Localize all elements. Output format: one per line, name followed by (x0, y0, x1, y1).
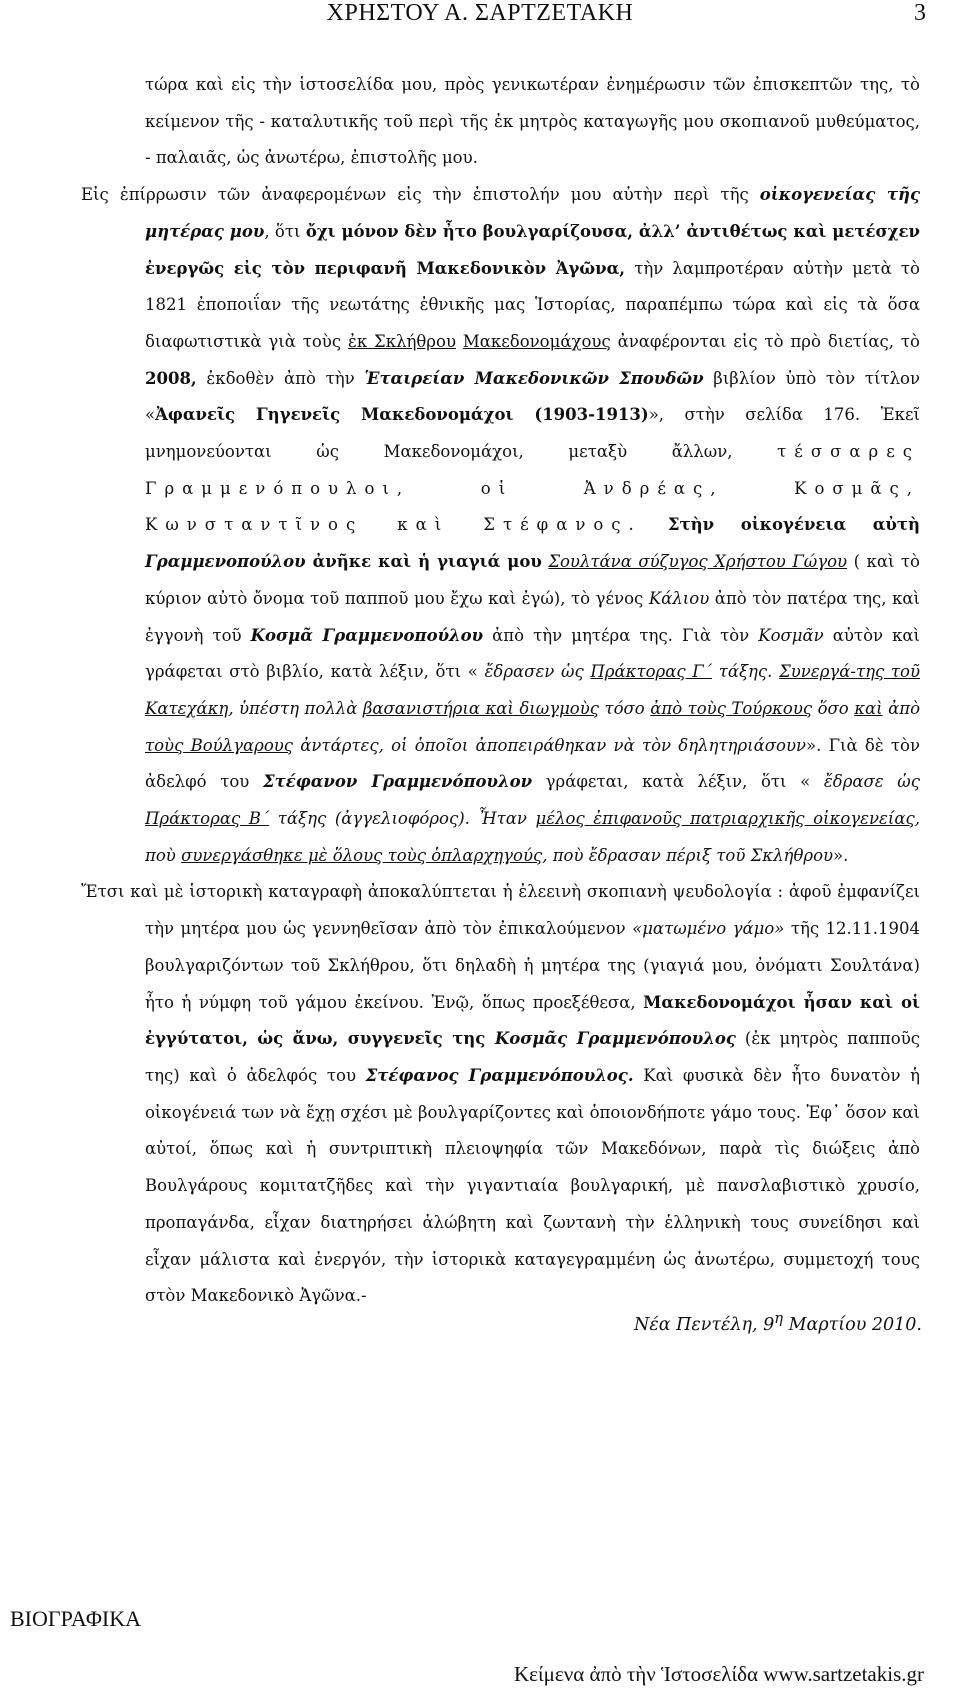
underline-katechakis: Συνεργά-της τοῦ Κατεχάκη (145, 662, 921, 718)
text-run: τῆς 12.11.1904 βουλγαριζόντων τοῦ Σκλήθρου, ὅτι δηλαδὴ ἡ μητέρα της (γιαγιά μου, ὀνόματι Σουλτάνα) ἦτο ἡ νύμφη τοῦ γάμου ἐκείνου. Ἐνῷ, ὅπως προεξέθεσα, (145, 919, 920, 1012)
quote-text: τάξης (ἀγγελιοφόρος). Ἦταν (269, 809, 536, 829)
underline-sklithro: ἐκ Σκλήθρου (347, 331, 456, 351)
emphasis-grandmother: ἀνῆκε καὶ ἡ γιαγιά μου (305, 552, 542, 572)
page-number: 3 (914, 0, 926, 26)
emphasis-kosmas: Κοσμᾶ Γραμμενοπούλου (250, 625, 484, 645)
text-run: βιβλίον ὑπὸ τὸν τίτλον « (145, 368, 920, 425)
text-run: ». Γιὰ δὲ τὸν ἀδελφό του (145, 735, 920, 792)
quote-text: ὅσο (812, 698, 855, 718)
emphasis-relatives: Μακεδονομάχοι ἦσαν καὶ οἱ ἐγγύτατοι, ὡς ἄνω, συγγενεῖς της (145, 992, 920, 1049)
footer-source: Κείμενα ἀπὸ τὴν Ἱστοσελίδα www.sartzetakis.gr (514, 1662, 924, 1686)
text-run: ἀπὸ τὸν πατέρα της, καὶ ἐγγονὴ τοῦ (145, 588, 920, 645)
emphasis-kosmas: Κοσμᾶς Γραμμενόπουλος (494, 1029, 736, 1049)
text-run (642, 515, 668, 534)
emphasis-family: οἰκογενείας τῆς μητέρας μου (145, 185, 920, 241)
paragraph-conclusion (81, 874, 920, 1314)
intro-text: τώρα καὶ εἰς τὴν ἱστοσελίδα μου, πρὸς γενικωτέραν ἐνημέρωσιν τῶν ἐπισκεπτῶν της, τὸ κείμενον τῆς - καταλυτικῆς τοῦ περὶ τῆς ἐκ μητρὸς καταγωγῆς μου σκοπιανοῦ μυθεύματος, - παλαιᾶς, ὡς ἀνωτέρω, ἐπιστολῆς μου. (145, 75, 920, 168)
emphasis-family-line: Στὴν οἰκογένεια αὐτὴ (667, 515, 920, 535)
text-run: ἀπὸ τὴν μητέρα της. Γιὰ τὸν (483, 625, 759, 645)
underline-turks: ἀπὸ τοὺς Τούρκους (650, 698, 813, 718)
underline-soultana: Σουλτάνα σύζυγος Χρήστου Γώγου (548, 552, 848, 572)
emphasis-grammenopoulou: Γραμμενοπούλου (145, 552, 306, 572)
emphasis-macedonian-struggle: ὄχι μόνον δὲν ἦτο βουλγαρίζουσα, ἀλλ’ ἀντιθέτως καὶ μετέσχεν ἐνεργῶς εἰς τὸν περιφανῆ Μακεδονικὸν Ἀγῶνα, (145, 221, 920, 278)
italic-bloody-wedding: «ματωμένο γάμο» (632, 919, 785, 939)
quote-text: ἀντάρτες, οἱ ὁποῖοι ἀποπειράθηκαν νὰ τὸν δηλητηριάσουν (293, 735, 807, 755)
spaced-names: τέσσαρες Γραμμενόπουλοι, οἱ Ἀνδρέας, Κοσμᾶς, Κωνσταντῖνος καὶ Στέφανος. (145, 442, 920, 535)
quote-text: ἔδρασε ὡς (823, 772, 920, 792)
text-run: (ἐκ μητρὸς παπποῦς της) καὶ ὁ ἀδελφός του (145, 1029, 920, 1085)
italic-kosman: Κοσμᾶν (758, 625, 824, 645)
text-run (456, 332, 463, 351)
underline-chieftains: συνεργάσθηκε μὲ ὅλους τοὺς ὁπλαρχηγούς (181, 845, 543, 865)
quote-text: τόσο (599, 698, 651, 718)
text-run: γράφεται, κατὰ λέξιν, ὅτι « (532, 772, 824, 792)
paragraph-evidence (81, 177, 921, 874)
quote-text: , ὑπέστη πολλὰ (228, 698, 363, 718)
text-run: Καὶ φυσικὰ δὲν ἦτο δυνατὸν ἡ οἰκογένειά των νὰ ἔχῃ σχέσι μὲ βουλγαρίζοντες καὶ ὁποιονδήποτε γάμο τους. Ἐφ᾽ ὅσον καὶ αὐτοί, ὅπως καὶ ἡ συντριπτικὴ πλειοψηφία τῶν Μακεδόνων, παρὰ τὶς διώξεις ἀπὸ Βουλγάρους κομιτατζῆδες καὶ τὴν γιγαντιαία βουλγαρική, μὲ πανσλαβιστικὸ χρυσίο, προπαγάνδα, εἶχαν διατηρήσει ἀλώβητη καὶ ζωντανὴ τὴν ἑλληνικὴ τους συνείδησι καὶ εἶχαν μάλιστα καὶ ἐνεργόν, τὴν ἱστορικὰ καταγεγραμμένη ὡς ἀνωτέρω, συμμετοχή τους στὸν Μακεδονικὸ Ἀγῶνα.- (145, 1065, 920, 1306)
text-run: », στὴν σελίδα 176. Ἐκεῖ μνημονεύονται ὡς Μακεδονομάχοι, μεταξὺ ἄλλων, (145, 405, 920, 462)
page-header (0, 0, 960, 30)
text-run: ἐκδοθὲν ἀπὸ τὴν (196, 368, 365, 388)
emphasis-society: Ἑταιρείαν Μακεδονικῶν Σπουδῶν (364, 368, 704, 388)
quote-text: ἀπὸ (882, 698, 921, 718)
underline-tortures: βασανιστήρια καὶ διωγμοὺς (362, 698, 600, 718)
underline-agent-b: Πράκτορας Β΄ (145, 809, 270, 829)
underline-and: καὶ (854, 698, 883, 718)
letter-body (81, 67, 921, 1315)
text-run: αὐτὸν καὶ γράφεται στὸ βιβλίο, κατὰ λέξιν, ὅτι « (145, 625, 921, 682)
footer-section-label: ΒΙΟΓΡΑΦΙΚΑ (10, 1606, 142, 1631)
text-run: τὴν λαμπροτέραν αὐτὴν μετὰ τὸ 1821 ἐποποιΐαν τῆς νεωτάτης ἐθνικῆς μας Ἱστορίας, παραπέμπω τώρα καὶ εἰς τὰ ὅσα διαφωτιστικὰ γιὰ τοὺς (145, 258, 920, 351)
paragraph-intro (145, 67, 920, 177)
emphasis-stefanos: Στέφανον Γραμμενόπουλον (262, 772, 533, 792)
emphasis-year: 2008, (145, 368, 197, 388)
book-title: Ἀφανεῖς Γηγενεῖς Μακεδονομάχοι (1903-1913) (155, 405, 649, 425)
text-run: ἀναφέρονται εἰς τὸ πρὸ διετίας, τὸ (610, 331, 920, 351)
quote-text: , ποὺ (145, 809, 920, 865)
signature-date: Μαρτίου 2010. (783, 1314, 922, 1335)
running-title: ΧΡΗΣΤΟΥ Α. ΣΑΡΤΖΕΤΑΚΗ (326, 0, 634, 26)
emphasis-stefanos: Στέφανος Γραμμενόπουλος. (365, 1065, 634, 1085)
quote-text: , ποὺ ἔδρασαν πέριξ τοῦ Σκλήθρου (542, 845, 834, 865)
signature-superscript: η (774, 1310, 784, 1327)
underline-makedonomachous: Μακεδονομάχους (462, 331, 611, 351)
signature-place: Νέα Πεντέλη, 9 (634, 1314, 775, 1335)
signature-line (634, 1310, 922, 1335)
quote-text: τάξης. (712, 662, 780, 682)
quote-text: ἔδρασεν ὡς (484, 662, 591, 682)
italic-kaliou: Κάλιου (648, 588, 710, 608)
text-run: Ἔτσι καὶ μὲ ἱστορικὴ καταγραφὴ ἀποκαλύπτεται ἡ ἐλεεινὴ σκοπιανὴ ψευδολογία : ἀφοῦ ἐμφανίζει τὴν μητέρα μου ὡς γεννηθεῖσαν ἀπὸ τὸν ἐπικαλούμενον (81, 882, 920, 939)
text-run: ». (833, 845, 849, 865)
text-run: , ὅτι (264, 221, 306, 241)
underline-agent-g: Πράκτορας Γ΄ (590, 662, 712, 682)
text-run: ( καὶ τὸ κύριον αὐτὸ ὄνομα τοῦ παπποῦ μου ἔχω καὶ ἐγώ), τὸ γένος (145, 552, 920, 608)
underline-bulgarians: τοὺς Βούλγαρους (145, 735, 294, 755)
text-run: Εἰς ἐπίρρωσιν τῶν ἀναφερομένων εἰς τὴν ἐπιστολήν μου αὐτὴν περὶ τῆς (81, 185, 760, 205)
underline-patriarchal-family: μέλος ἐπιφανοῦς πατριαρχικῆς οἰκογενείας (535, 809, 915, 829)
